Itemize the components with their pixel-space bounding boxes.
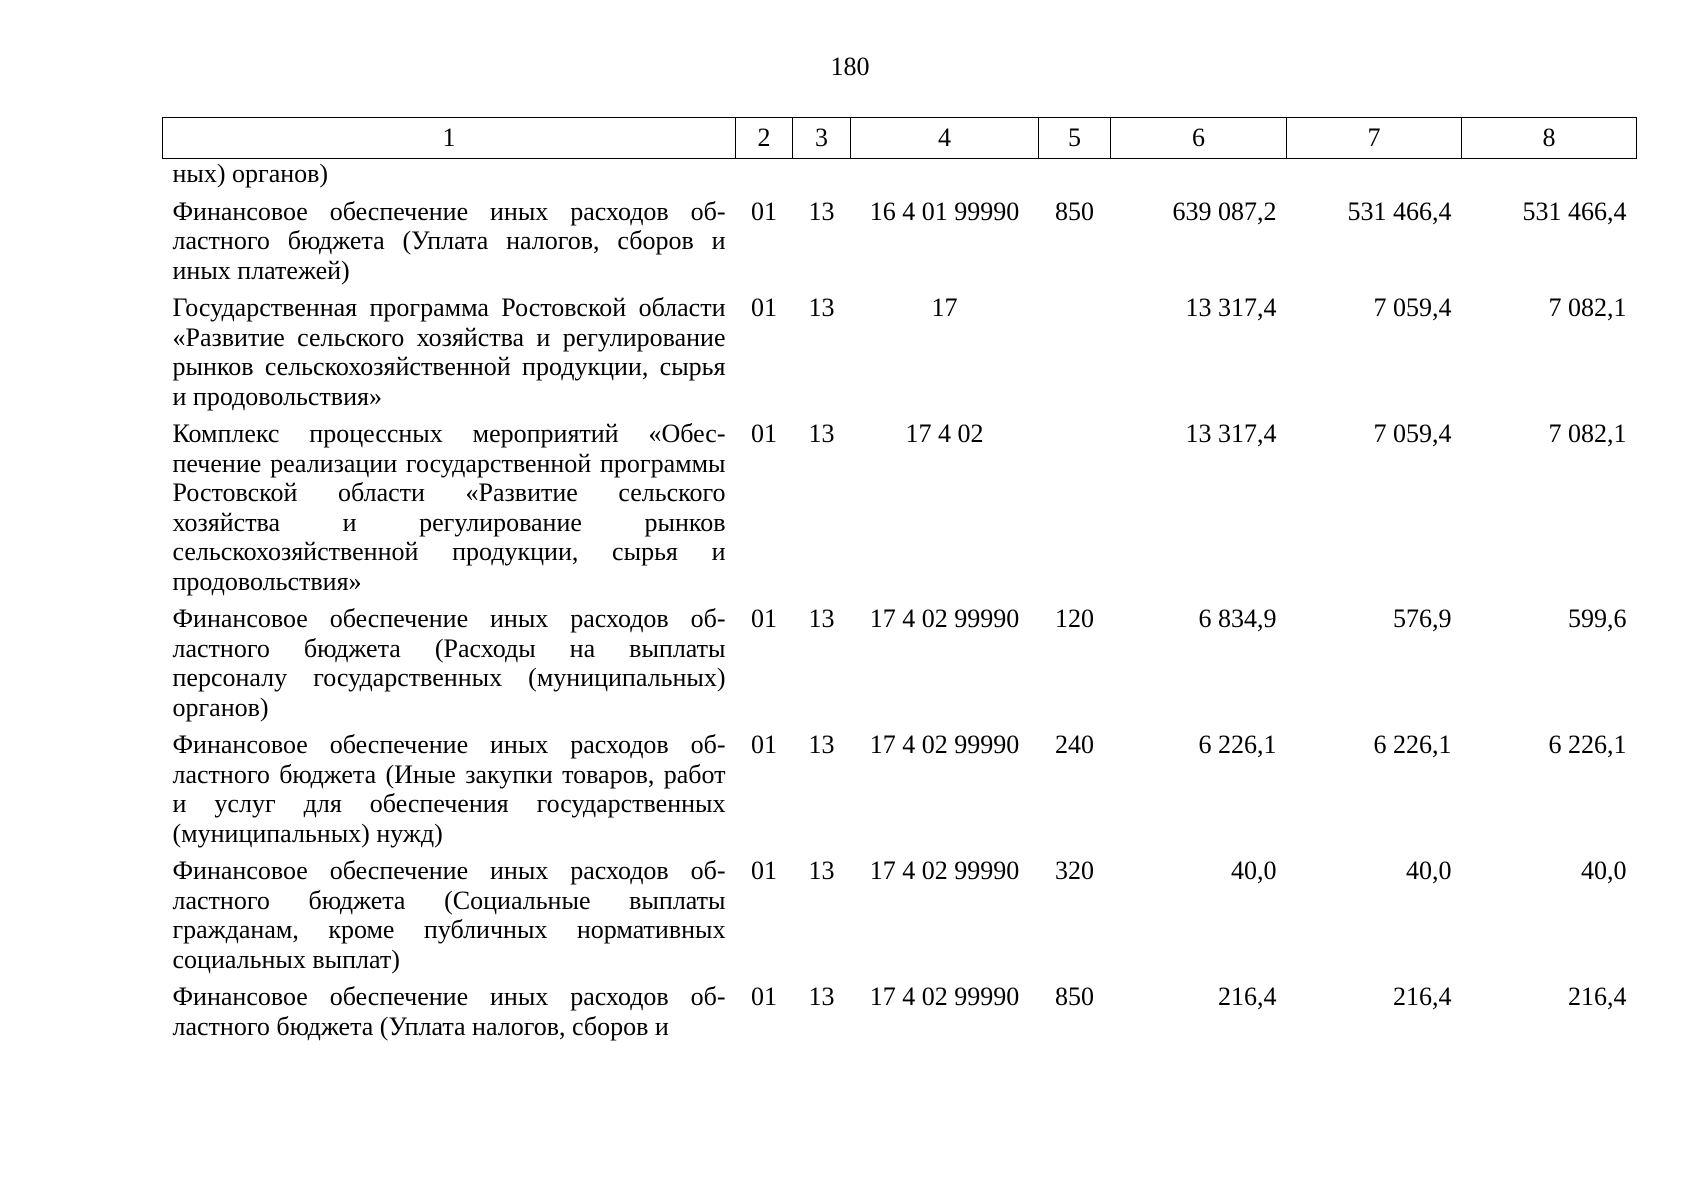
row-amount-8: 531 466,4 <box>1522 196 1627 226</box>
row-amount-8: 6 226,1 <box>1548 730 1627 759</box>
row-amount-8: 7 082,1 <box>1548 419 1627 448</box>
row-subsection: 13 <box>808 856 835 885</box>
row-section: 01 <box>751 856 777 885</box>
row-subsection: 13 <box>808 982 835 1011</box>
row-section: 01 <box>751 196 777 226</box>
column-header-2: 2 <box>736 118 793 159</box>
table-row <box>163 856 1637 982</box>
table-header <box>163 118 1637 159</box>
row-amount-7: 40,0 <box>1406 856 1452 885</box>
row-target-code: 17 4 02 99990 <box>869 982 1020 1011</box>
table-row <box>163 419 1637 604</box>
row-amount-7: 6 226,1 <box>1373 730 1452 759</box>
row-amount-6: 6 226,1 <box>1198 730 1277 759</box>
row-target-code <box>851 159 1039 197</box>
row-target-code: 16 4 01 99990 <box>869 196 1020 226</box>
row-subsection: 13 <box>808 196 835 226</box>
table-row <box>163 604 1637 730</box>
row-expense-type <box>1039 419 1111 604</box>
column-header-1: 1 <box>163 118 736 159</box>
row-name: ных) органов) <box>172 159 329 188</box>
row-amount-8: 40,0 <box>1581 856 1627 885</box>
table-row <box>163 159 1637 197</box>
row-amount-7: 7 059,4 <box>1373 419 1452 448</box>
row-subsection: 13 <box>808 730 835 759</box>
row-amount-6: 216,4 <box>1218 982 1277 1011</box>
table-row <box>163 982 1637 1049</box>
row-expense-type <box>1039 159 1111 197</box>
row-subsection: 13 <box>808 604 835 633</box>
row-amount-7 <box>1287 159 1462 197</box>
row-amount-7: 216,4 <box>1393 982 1452 1011</box>
budget-table <box>162 117 1637 1049</box>
row-expense-type: 320 <box>1055 856 1094 885</box>
column-header-4: 4 <box>851 118 1039 159</box>
table-row <box>163 293 1637 419</box>
column-header-3: 3 <box>793 118 851 159</box>
column-header-8: 8 <box>1462 118 1637 159</box>
row-amount-7: 576,9 <box>1393 604 1452 633</box>
row-expense-type <box>1039 293 1111 419</box>
row-section <box>736 159 793 197</box>
row-name: Финансовое обеспечение иных расходов областного бюджета (Уплата налогов, сборов и иных платежей) <box>172 196 726 285</box>
table-row <box>163 730 1637 856</box>
row-amount-6: 40,0 <box>1231 856 1277 885</box>
row-amount-8 <box>1462 159 1637 197</box>
row-amount-8: 599,6 <box>1568 604 1627 633</box>
row-expense-type: 850 <box>1055 982 1094 1011</box>
row-expense-type: 120 <box>1055 604 1094 633</box>
row-section: 01 <box>751 419 777 448</box>
row-target-code: 17 4 02 99990 <box>869 604 1020 633</box>
row-amount-6: 6 834,9 <box>1198 604 1277 633</box>
row-section: 01 <box>751 730 777 759</box>
row-name: Комплекс процессных мероприятий «Обеспечение реализации государственной программы Ростовской области «Развитие сельского хозяйства и регулирование рынков сельскохозяйственной продукции, сырья и продовольствия» <box>172 419 726 596</box>
column-header-6: 6 <box>1111 118 1287 159</box>
row-name: Финансовое обеспечение иных расходов областного бюджета (Расходы на выплаты персоналу государственных (муниципальных) органов) <box>172 604 726 722</box>
row-target-code: 17 <box>931 293 958 322</box>
row-subsection: 13 <box>808 293 835 322</box>
row-subsection <box>793 159 851 197</box>
row-subsection: 13 <box>808 419 835 448</box>
row-amount-6 <box>1111 159 1287 197</box>
row-amount-7: 7 059,4 <box>1373 293 1452 322</box>
page-number: 180 <box>830 52 870 81</box>
row-amount-6: 13 317,4 <box>1185 419 1277 448</box>
row-amount-8: 7 082,1 <box>1548 293 1627 322</box>
row-section: 01 <box>751 604 777 633</box>
row-target-code: 17 4 02 99990 <box>869 730 1020 759</box>
row-expense-type: 240 <box>1055 730 1094 759</box>
row-name: Финансовое обеспечение иных расходов областного бюджета (Уплата налогов, сборов и <box>172 982 726 1041</box>
row-section: 01 <box>751 982 777 1011</box>
row-expense-type: 850 <box>1055 196 1094 226</box>
column-header-5: 5 <box>1039 118 1111 159</box>
row-name: Финансовое обеспечение иных расходов областного бюджета (Социальные выплаты гражданам, кроме публичных нормативных социальных выплат) <box>172 856 726 974</box>
row-section: 01 <box>751 293 777 322</box>
row-name: Финансовое обеспечение иных расходов областного бюджета (Иные закупки товаров, работ и услуг для обеспечения государственных (муниципальных) нужд) <box>172 730 726 848</box>
row-amount-6: 13 317,4 <box>1185 293 1277 322</box>
table-row <box>163 197 1637 294</box>
column-header-7: 7 <box>1287 118 1462 159</box>
row-amount-8: 216,4 <box>1568 982 1627 1011</box>
row-name: Государственная программа Ростовской области «Развитие сельского хозяйства и регулирование рынков сельскохозяйственной продукции, сырья и продовольствия» <box>172 293 726 411</box>
row-target-code: 17 4 02 99990 <box>869 856 1020 885</box>
row-target-code: 17 4 02 <box>905 419 984 448</box>
row-amount-7: 531 466,4 <box>1347 196 1452 226</box>
row-amount-6: 639 087,2 <box>1172 196 1277 226</box>
